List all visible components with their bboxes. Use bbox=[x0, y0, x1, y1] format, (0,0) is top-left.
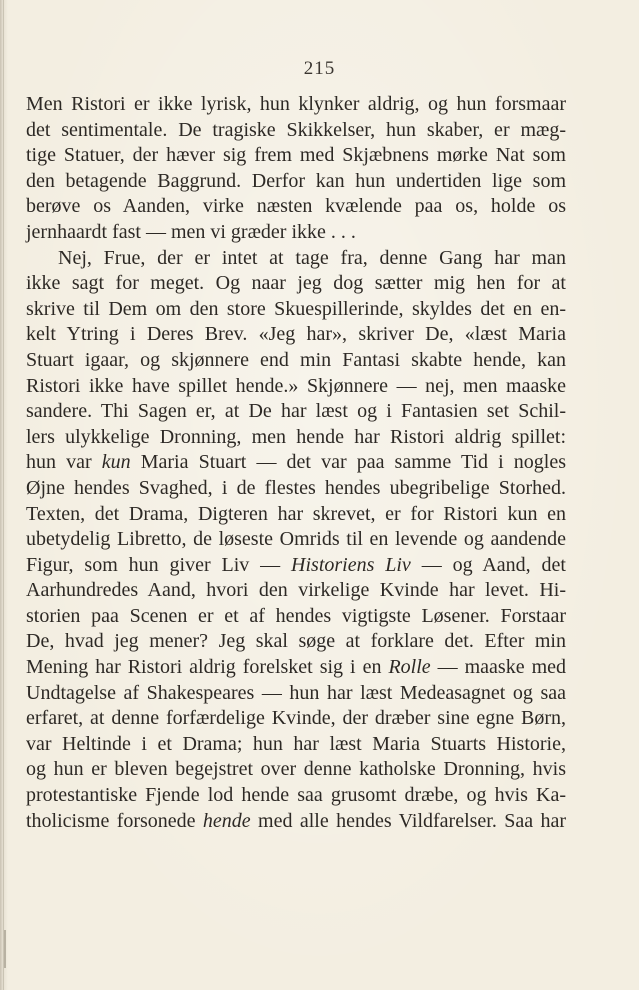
text-line bbox=[26, 450, 566, 476]
text-segment: — og Aand, det bbox=[410, 553, 566, 576]
italic-emphasis: Historiens Liv bbox=[291, 553, 411, 576]
text-line bbox=[26, 809, 566, 835]
text-line: lers ulykkelige Dronning, men hende har Ristori aldrig spillet: bbox=[26, 425, 566, 448]
text-line: Ristori ikke have spillet hende.» Skjønnere — nej, men maaske bbox=[26, 374, 566, 397]
text-line: Undtagelse af Shakespeares — hun har læst Medeasagnet og saa bbox=[26, 681, 566, 704]
text-segment: hun var bbox=[26, 451, 102, 474]
text-line bbox=[26, 553, 566, 579]
text-line: det sentimentale. De tragiske Skikkelser, hun skaber, er mæg- bbox=[26, 118, 566, 141]
text-line: protestantiske Fjende lod hende saa grusomt dræbe, og hvis Ka- bbox=[26, 784, 566, 807]
text-line: var Heltinde i et Drama; hun har læst Maria Stuarts Historie, bbox=[26, 732, 566, 755]
text-line: den betagende Baggrund. Derfor kan hun undertiden lige som bbox=[26, 169, 566, 192]
page-gutter-shadow bbox=[0, 0, 8, 990]
text-line: Men Ristori er ikke lyrisk, hun klynker aldrig, og hun forsmaar bbox=[26, 93, 566, 115]
text-segment: Maria Stuart — det var paa samme Tid i nogles bbox=[130, 451, 566, 474]
text-line: berøve os Aanden, virke næsten kvælende paa os, holde os bbox=[26, 195, 566, 218]
text-line: kelt Ytring i Deres Brev. «Jeg har», skriver De, «læst Maria bbox=[26, 323, 566, 346]
text-segment: Figur, som hun giver Liv — bbox=[26, 553, 292, 576]
italic-emphasis: Rolle bbox=[388, 656, 431, 679]
text-line: skrive til Dem om den store Skuespillerinde, skyldes det en en- bbox=[26, 297, 566, 320]
text-line: Aarhundredes Aand, hvori den virkelige Kvinde har levet. Hi- bbox=[26, 579, 566, 602]
text-segment: med alle hendes Vildfarelser. Saa har bbox=[250, 809, 566, 832]
text-segment: tholicisme forsonede bbox=[26, 809, 203, 832]
body-text bbox=[26, 92, 566, 834]
text-segment: — maaske med bbox=[430, 656, 566, 679]
page-number: 215 bbox=[303, 58, 336, 79]
text-line: sandere. Thi Sagen er, at De har læst og i Fantasien set Schil- bbox=[26, 400, 566, 423]
text-line: ikke sagt for meget. Og naar jeg dog sætter mig hen for at bbox=[26, 272, 566, 295]
text-line: jernhaardt fast — men vi græder ikke . . . bbox=[26, 220, 356, 243]
page-gutter-line bbox=[3, 0, 4, 990]
text-line: Øjne hendes Svaghed, i de flestes hendes ubegribelige Storhed. bbox=[26, 476, 566, 499]
text-line: tige Statuer, der hæver sig frem med Skjæbnens mørke Nat som bbox=[26, 144, 566, 167]
text-line: storien paa Scenen er et af hendes vigtigste Løsener. Forstaar bbox=[26, 604, 566, 627]
text-line: Stuart igaar, og skjønnere end min Fantasi skabte hende, kan bbox=[26, 348, 566, 371]
text-line: De, hvad jeg mener? Jeg skal søge at forklare det. Efter min bbox=[26, 630, 566, 653]
text-line: erfaret, at denne forfærdelige Kvinde, der dræber sine egne Børn, bbox=[26, 707, 566, 730]
text-line bbox=[26, 655, 566, 681]
paragraph-start-line: Nej, Frue, der er intet at tage fra, denne Gang har man bbox=[58, 246, 566, 269]
text-line: og hun er bleven begejstret over denne katholske Dronning, hvis bbox=[26, 758, 566, 781]
italic-emphasis: kun bbox=[101, 451, 131, 474]
binding-mark bbox=[4, 930, 6, 968]
text-line: Texten, det Drama, Digteren har skrevet, er for Ristori kun en bbox=[26, 502, 566, 525]
text-segment: Mening har Ristori aldrig forelsket sig i en bbox=[26, 656, 389, 679]
italic-emphasis: hende bbox=[202, 809, 251, 832]
text-line: ubetydelig Libretto, de løseste Omrids til en levende og aandende bbox=[26, 528, 566, 551]
